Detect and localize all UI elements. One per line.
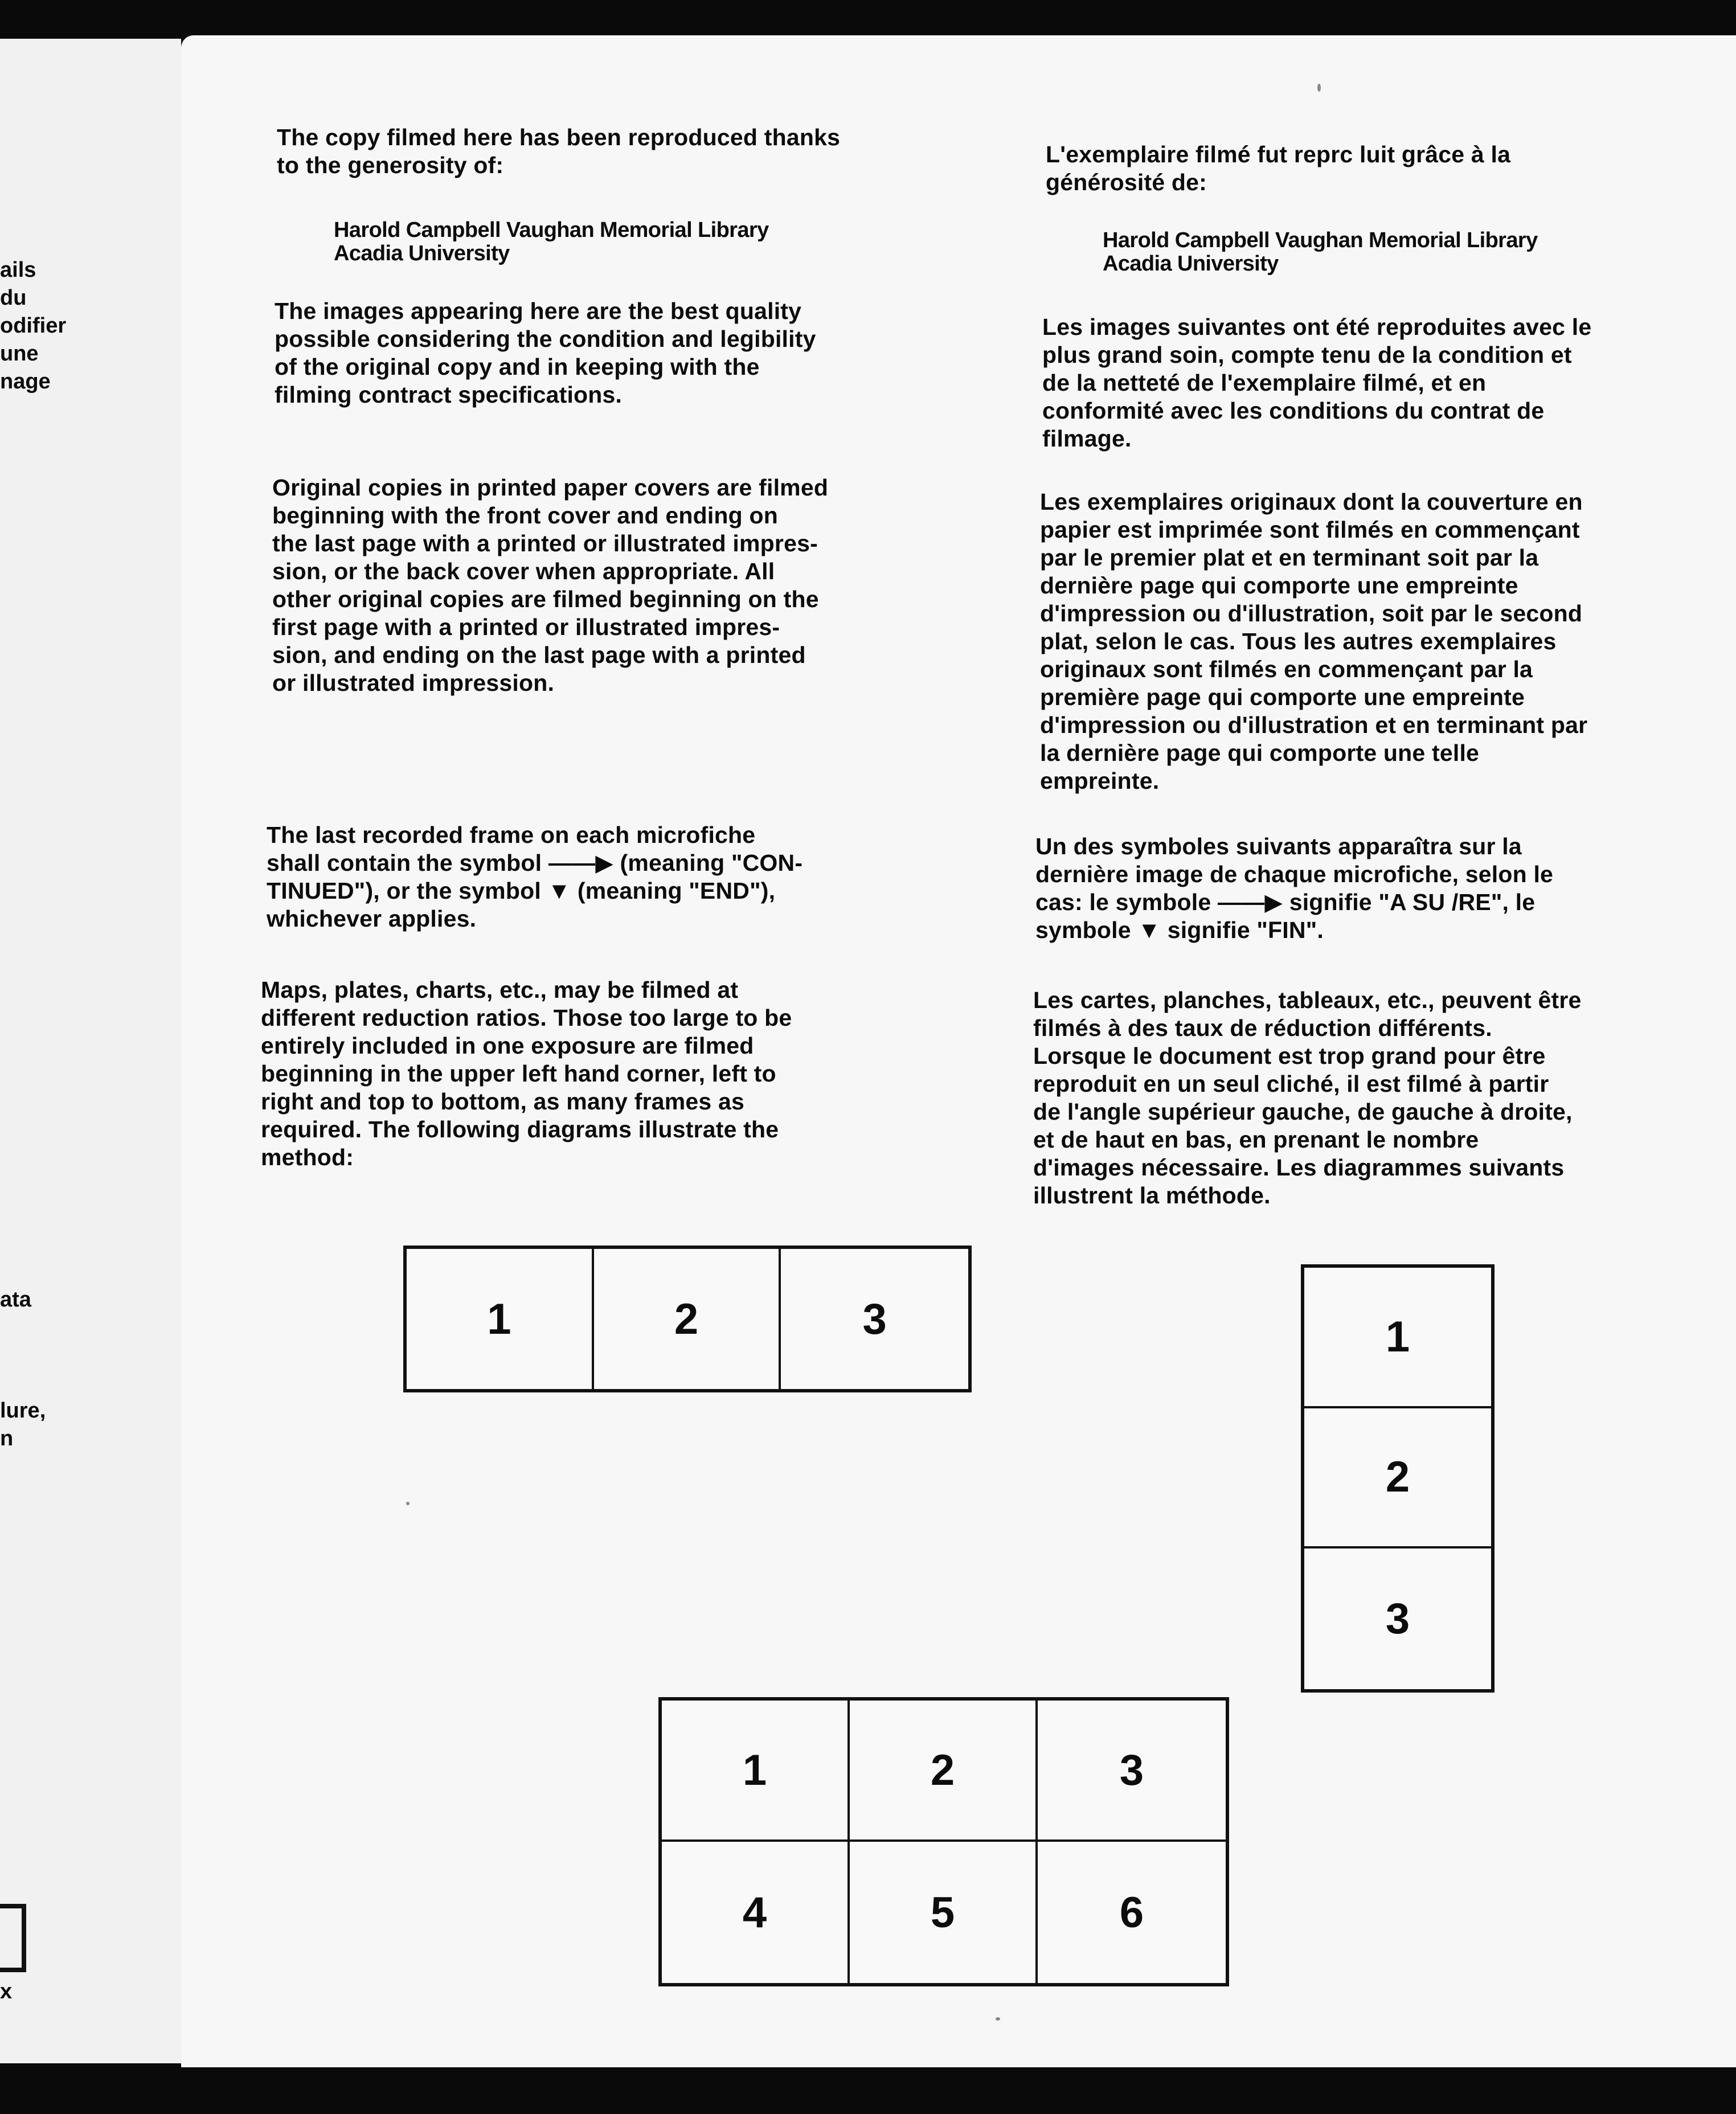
diagram-frame-label: 5 (850, 1842, 1038, 1983)
previous-page-strip (0, 39, 181, 2063)
diagram-frame-label: 1 (662, 1701, 850, 1842)
scan-speck (406, 1502, 410, 1505)
diagram-frame-label: 3 (1038, 1701, 1226, 1842)
french-originals-paragraph: Les exemplaires originaux dont la couverture en papier est imprimée sont filmés en commençant par le premier plat et en terminant soit par la dernière page qui comporte une empreinte d'impression ou d'illustration, soit par le second plat, selon le cas. Tous les autres exemplaires originaux sont filmés en commençant par la première page qui comporte une empreinte d'impression ou d'illustration et en terminant par la dernière page qui comporte une telle empreinte. (1040, 489, 1588, 794)
diagram-frame-label: 2 (1304, 1408, 1491, 1549)
english-maps-paragraph: Maps, plates, charts, etc., may be filmed at different reduction ratios. Those too large to be entirely included in one exposure are filmed beginning in the upper left hand corner, left to right and top to bottom, as many frames as required. The following diagrams illustrate the method: (261, 977, 792, 1170)
diagram-frame-label: 2 (850, 1701, 1038, 1842)
scan-speck (1317, 84, 1321, 92)
french-symbols-paragraph: Un des symboles suivants apparaîtra sur la dernière image de chaque microfiche, selon le cas: le symbole ——▶ signifie "A SU /RE", le symbole ▼ signifie "FIN". (1035, 833, 1554, 943)
french-library-credit: Harold Campbell Vaughan Memorial Library Acadia University (1103, 228, 1538, 276)
diagram-frame-label: 1 (1304, 1268, 1491, 1408)
diagram-frame-label: 2 (594, 1249, 781, 1389)
english-intro: The copy filmed here has been reproduced thanks to the generosity of: (277, 124, 841, 178)
previous-page-text-lower: lure, n (0, 1399, 46, 1451)
diagram-frame-label: 3 (1385, 1595, 1410, 1644)
diagram-vertical-frames (1301, 1264, 1495, 1693)
diagram-frame-label: 1 (407, 1249, 594, 1389)
french-maps-paragraph: Les cartes, planches, tableaux, etc., peuvent être filmés à des taux de réduction différents. Lorsque le document est trop grand pour être reproduit en un seul cliché, il est filmé à partir de l'angle supérieur gauche, de gauche à droite, et de haut en bas, en prenant le nombre d'images nécessaire. Les diagrammes suivants illustrent la méthode. (1033, 987, 1582, 1208)
previous-page-box-fragment (0, 1904, 26, 1972)
scan-speck (996, 2017, 1000, 2021)
diagram-frame-label: 6 (1119, 1888, 1144, 1937)
english-quality-paragraph: The images appearing here are the best quality possible considering the condition and legibility of the original copy and in keeping with the filming contract specifications. (275, 298, 816, 408)
french-intro: L'exemplaire filmé fut reprc luit grâce à la générosité de: (1046, 141, 1511, 195)
previous-page-text-middle: ata (0, 1288, 31, 1312)
diagram-grid-frames (658, 1697, 1229, 1986)
previous-page-text-upper: ails du odifier une nage (0, 258, 67, 394)
english-symbols-paragraph: The last recorded frame on each microfiche shall contain the symbol ——▶ (meaning "CON- TINUED"), or the symbol ▼ (meaning "END"), whichever applies. (267, 822, 803, 932)
diagram-horizontal-frames (403, 1246, 972, 1392)
french-quality-paragraph: Les images suivantes ont été reproduites avec le plus grand soin, compte tenu de la condition et de la netteté de l'exemplaire filmé, et en conformité avec les conditions du contrat de filmage. (1042, 314, 1592, 452)
filming-notice-page (181, 35, 1736, 2067)
previous-page-text-bottom: x (0, 1980, 13, 2004)
diagram-frame-label: 4 (662, 1842, 850, 1983)
english-originals-paragraph: Original copies in printed paper covers are filmed beginning with the front cover and ending on the last page with a printed or illustrated impres- sion, or the back cover when appropriate. All other original copies are filmed beginning on the first page with a printed or illustrated impres- sion, and ending on the last page with a printed or illustrated impression. (272, 474, 829, 696)
english-library-credit: Harold Campbell Vaughan Memorial Library Acadia University (334, 218, 769, 265)
diagram-frame-label: 3 (862, 1294, 887, 1343)
